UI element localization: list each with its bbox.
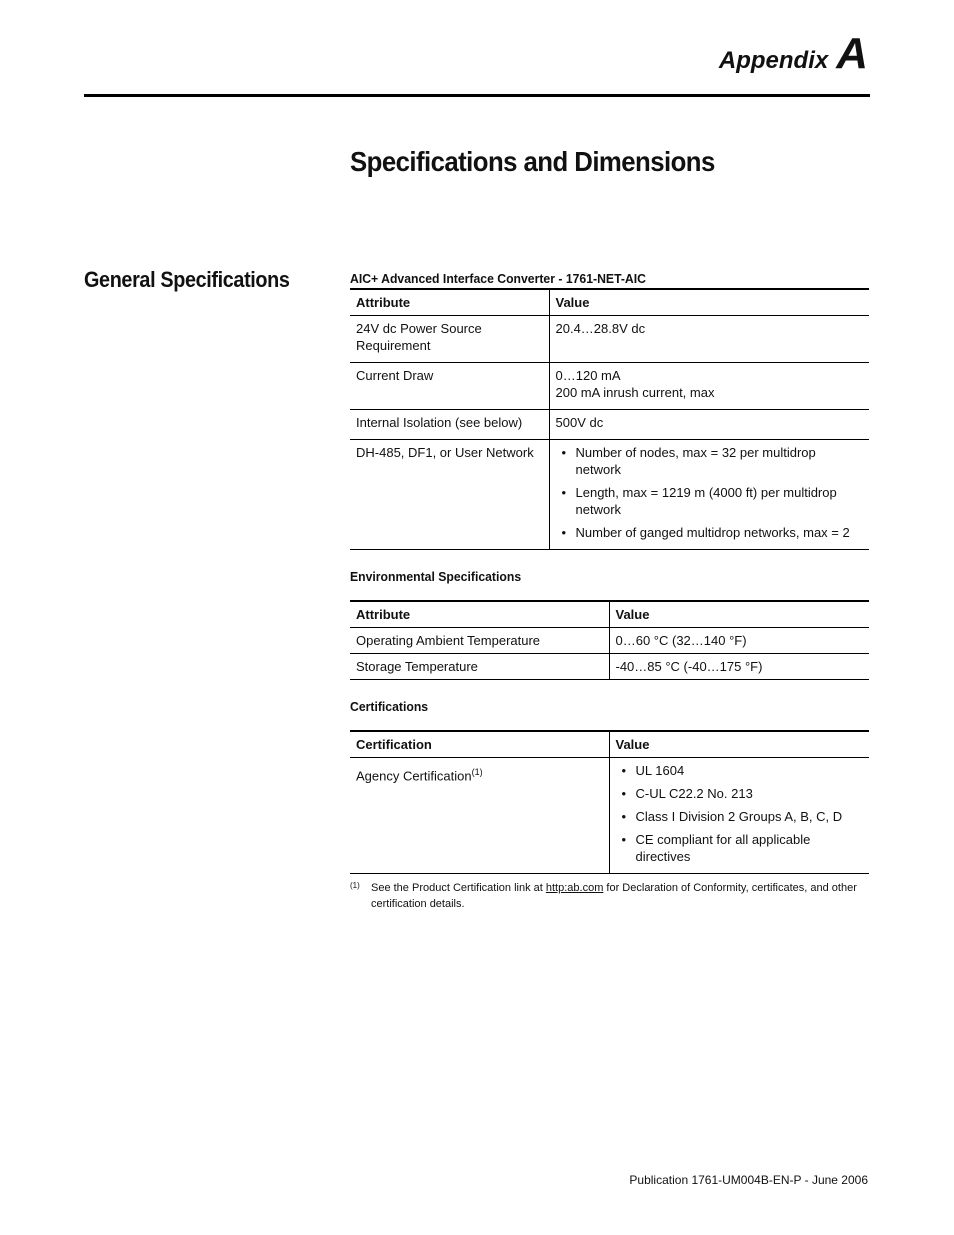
appendix-word: Appendix: [718, 47, 829, 74]
aic-spec-table: [350, 288, 869, 550]
agency-certification-label: Agency Certification: [356, 768, 472, 784]
bullet-list: [616, 762, 864, 865]
table-header-row: [350, 289, 869, 316]
list-item: • C-UL C22.2 No. 213: [616, 785, 864, 802]
aic-table-caption: AIC+ Advanced Interface Converter - 1761-NET-AIC: [350, 271, 646, 286]
cell-value: [609, 758, 869, 874]
cert-table: [350, 730, 869, 874]
list-item: • UL 1604: [616, 762, 864, 779]
cell-attribute: Internal Isolation (see below): [350, 410, 549, 440]
table-row: [350, 654, 869, 680]
column-header-certification: Certification: [350, 731, 609, 758]
footnote-mark: (1): [350, 881, 360, 890]
cell-attribute: Operating Ambient Temperature: [350, 628, 609, 654]
env-spec-table: [350, 600, 869, 680]
footnote-text-after: for Declaration of Conformity, certificates, and other certification details.: [371, 882, 857, 910]
value-line: 200 mA inrush current, max: [555, 385, 715, 400]
page-title: Specifications and Dimensions: [350, 146, 715, 177]
list-item: • Number of ganged multidrop networks, max = 2: [556, 524, 864, 541]
ab-com-link[interactable]: http:ab.com: [545, 882, 604, 894]
appendix-heading: [718, 29, 868, 78]
cell-value: 20.4…28.8V dc: [549, 316, 869, 363]
cert-table-caption: Certifications: [350, 699, 429, 714]
table-row: [350, 316, 869, 363]
table-row: [350, 410, 869, 440]
env-table-caption: Environmental Specifications: [350, 569, 522, 584]
table-row: [350, 440, 869, 550]
table-row: [350, 758, 869, 874]
footnote-text: [371, 880, 869, 912]
publication-footer: Publication 1761-UM004B-EN-P - June 2006: [629, 1173, 868, 1187]
column-header-attribute: Attribute: [350, 289, 549, 316]
cell-value: -40…85 °C (-40…175 °F): [609, 654, 869, 680]
table-row: [350, 363, 869, 410]
footnote-ref: (1): [471, 767, 483, 777]
list-item: • Class I Division 2 Groups A, B, C, D: [616, 808, 864, 825]
footnote: [350, 880, 869, 912]
cell-attribute: 24V dc Power Source Requirement: [350, 316, 549, 363]
table-header-row: [350, 601, 869, 628]
cell-attribute: DH-485, DF1, or User Network: [350, 440, 549, 550]
appendix-letter: A: [836, 29, 868, 78]
cell-value: 0…60 °C (32…140 °F): [609, 628, 869, 654]
value-line: 0…120 mA: [555, 368, 621, 383]
column-header-value: Value: [549, 289, 869, 316]
column-header-value: Value: [609, 601, 869, 628]
column-header-value: Value: [609, 731, 869, 758]
header-rule: [84, 94, 870, 97]
list-item: • Length, max = 1219 m (4000 ft) per multidrop network: [556, 484, 864, 518]
content-column: [350, 270, 869, 912]
table-header-row: [350, 731, 869, 758]
table-row: [350, 628, 869, 654]
cell-value: [549, 363, 869, 410]
list-item: • CE compliant for all applicable directives: [616, 831, 864, 865]
cell-attribute: Current Draw: [350, 363, 549, 410]
section-heading-general-specifications: General Specifications: [84, 267, 290, 292]
cell-value: [549, 440, 869, 550]
cell-attribute: [350, 758, 609, 874]
column-header-attribute: Attribute: [350, 601, 609, 628]
bullet-list: [556, 444, 864, 541]
footnote-text-before: See the Product Certification link at: [371, 882, 546, 894]
cell-attribute: Storage Temperature: [350, 654, 609, 680]
list-item: • Number of nodes, max = 32 per multidrop network: [556, 444, 864, 478]
cell-value: 500V dc: [549, 410, 869, 440]
